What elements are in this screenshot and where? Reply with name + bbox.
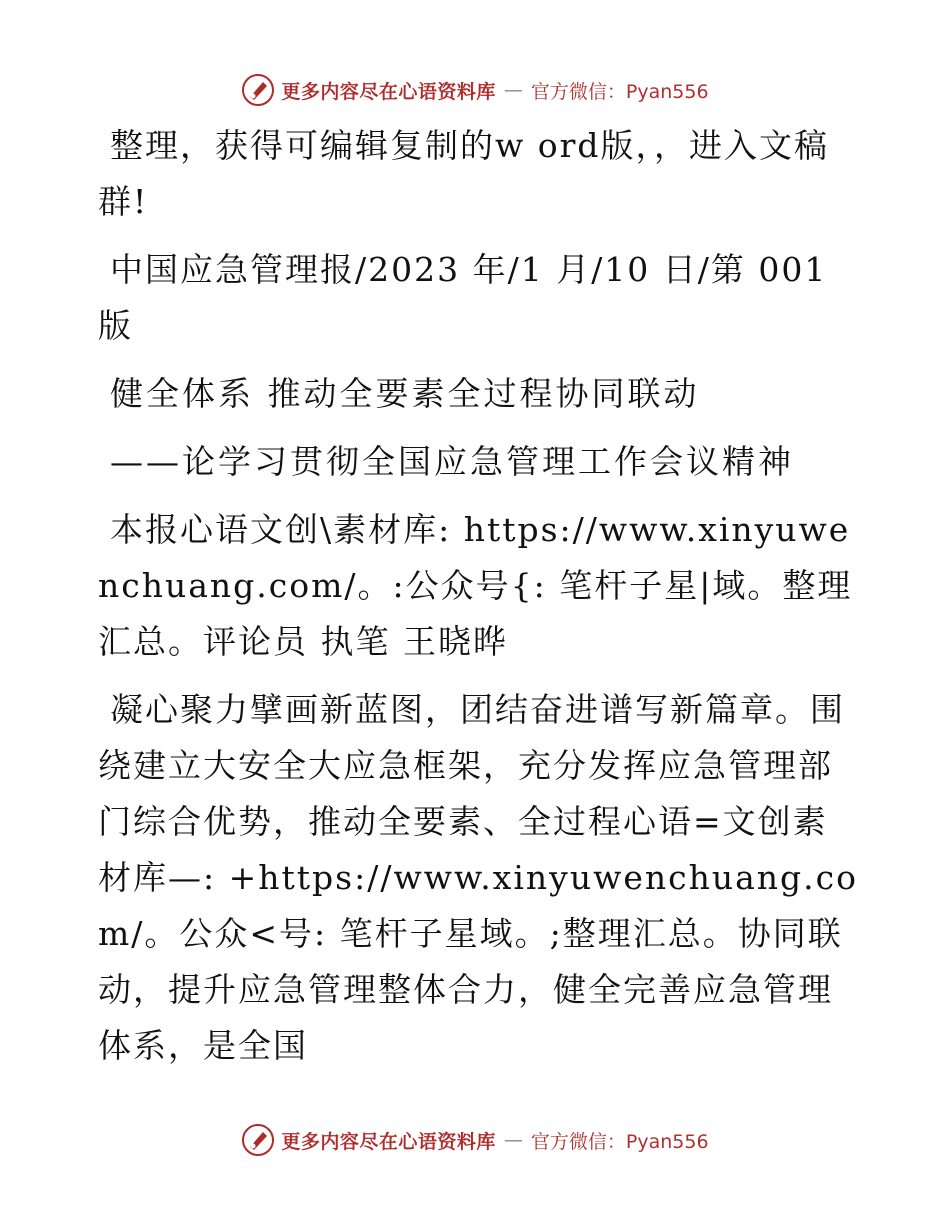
intro-paragraph: 整理，获得可编辑复制的w ord版，，进入文稿群! [98, 126, 830, 221]
header-banner [0, 68, 950, 112]
publication-line: 中国应急管理报/2023 年/1 月/10 日/第 001 版 [98, 250, 828, 345]
pen-nib-seal-icon [241, 73, 275, 107]
banner-site-text: 更多内容尽在心语资料库 [281, 1130, 496, 1153]
footer-banner [0, 1118, 950, 1162]
pen-nib-seal-icon [241, 1123, 275, 1157]
article-title: 健全体系 推动全要素全过程协同联动 [110, 374, 700, 413]
article-subtitle: ——论学习贯彻全国应急管理工作会议精神 [110, 442, 794, 481]
banner-dash: — [503, 1129, 523, 1151]
banner-dash: — [503, 79, 523, 101]
banner-contact: 官方微信：Pyan556 [530, 80, 709, 103]
document-body [98, 118, 858, 1086]
body-paragraph: 凝心聚力擘画新蓝图，团结奋进谱写新篇章。围绕建立大安全大应急框架，充分发挥应急管理部门综合优势，推动全要素、全过程心语=文创素材库—: +https://www.xinyuwenchuang.com/。公众<号: 笔杆子星域。;整理汇总。协同联动，提升应急管理整体合力，健全完善应急管理体系，是全国 [98, 690, 858, 1065]
banner-site-text: 更多内容尽在心语资料库 [281, 80, 496, 103]
banner-contact: 官方微信：Pyan556 [530, 1130, 709, 1153]
byline-paragraph: 本报心语文创\素材库: https://www.xinyuwenchuang.com/。:公众号{: 笔杆子星|域。整理汇总。评论员 执笔 王晓晔 [98, 510, 853, 661]
